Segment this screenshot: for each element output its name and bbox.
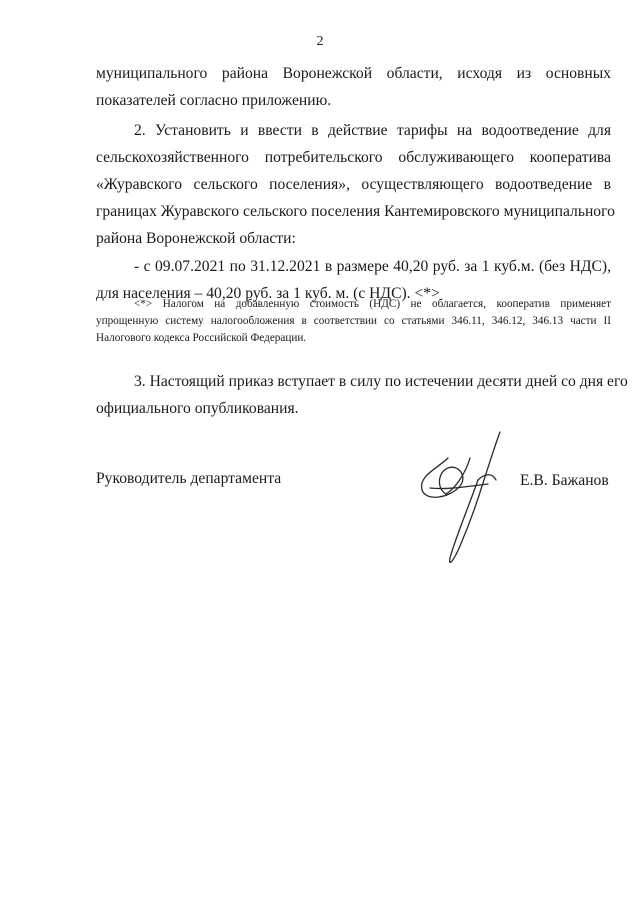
- handwritten-signature: [408, 428, 518, 578]
- text-line: района Воронежской области:: [96, 230, 296, 247]
- text-line: границах Журавского сельского поселения Кантемировского муниципального: [96, 203, 615, 220]
- text-line: 3. Настоящий приказ вступает в силу по истечении десяти дней со дня его: [134, 373, 628, 390]
- footnote-line: <*> Налогом на добавленную стоимость (НДС) не облагается, кооператив применяет: [134, 298, 611, 310]
- footnote-line: упрощенную систему налогообложения в соответствии со статьями 346.11, 346.12, 346.13 части II: [96, 315, 611, 327]
- text-line: сельскохозяйственного потребительского обслуживающего кооператива: [96, 149, 611, 166]
- text-line: 2. Установить и ввести в действие тарифы на водоотведение для: [134, 122, 611, 139]
- text-line: муниципального района Воронежской области, исходя из основных: [96, 65, 611, 82]
- paragraph-continuation: [96, 60, 611, 114]
- text-line: показателей согласно приложению.: [96, 92, 332, 109]
- text-line: - с 09.07.2021 по 31.12.2021 в размере 40,20 руб. за 1 куб.м. (без НДС),: [134, 258, 611, 275]
- signer-name: Е.В. Бажанов: [520, 472, 609, 489]
- paragraph-tariff-setting: [96, 117, 615, 252]
- signer-title: Руководитель департамента: [96, 470, 282, 487]
- footnote-line: Налогового кодекса Российской Федерации.: [96, 332, 307, 344]
- paragraph-effective-date: [96, 368, 628, 422]
- text-line: официального опубликования.: [96, 400, 299, 417]
- footnote: [96, 296, 611, 347]
- text-line: «Журавского сельского поселения», осуществляющего водоотведение в: [96, 176, 611, 193]
- page-number: 2: [316, 34, 324, 49]
- text-line: для населения – 40,20 руб. за 1 куб. м. (с НДС). <*>: [96, 285, 440, 302]
